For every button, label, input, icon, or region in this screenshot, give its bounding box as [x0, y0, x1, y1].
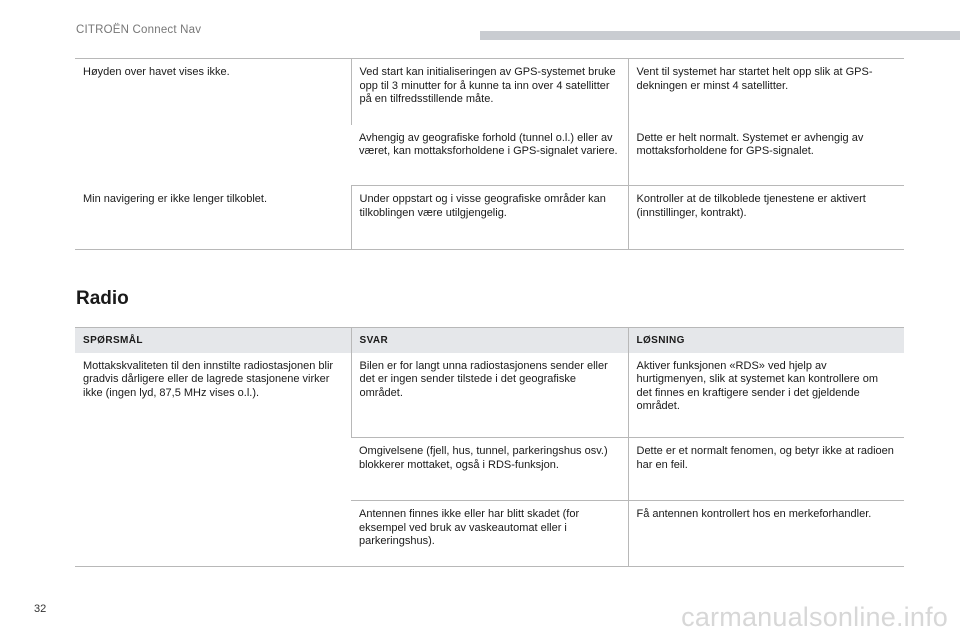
section-title: Radio — [76, 288, 129, 309]
header-bar — [480, 31, 960, 40]
answer-cell: Omgivelsene (fjell, hus, tunnel, parkeringshus osv.) blokkerer mottaket, også i RDS-funksjon. — [351, 438, 628, 501]
column-header-solution: LØSNING — [628, 328, 904, 353]
answer-cell: Ved start kan initialiseringen av GPS-systemet bruke opp til 3 minutter for å kunne ta inn over 4 satellitter på en tilfredsstillende måte. — [351, 59, 628, 125]
table-row — [75, 186, 904, 250]
table-row — [75, 59, 904, 125]
solution-cell: Få antennen kontrollert hos en merkeforhandler. — [628, 501, 904, 567]
answer-cell: Bilen er for langt unna radiostasjonens sender eller det er ingen sender tilstede i det geografiske området. — [351, 353, 628, 438]
watermark: carmanualsonline.info — [681, 602, 948, 632]
solution-cell: Kontroller at de tilkoblede tjenestene er aktivert (innstillinger, kontrakt). — [628, 186, 904, 250]
column-header-question: SPØRSMÅL — [75, 328, 351, 353]
radio-faq-table — [75, 327, 904, 567]
page-number: 32 — [34, 603, 47, 615]
answer-cell: Avhengig av geografiske forhold (tunnel o.l.) eller av været, kan mottaksforholdene i GPS-signalet variere. — [351, 125, 628, 186]
question-cell: Mottakskvaliteten til den innstilte radiostasjonen blir gradvis dårligere eller de lagrede stasjonene virker ikke (ingen lyd, 87,5 MHz vises o.l.). — [75, 353, 351, 567]
gps-faq-table — [75, 58, 904, 250]
solution-cell: Aktiver funksjonen «RDS» ved hjelp av hurtigmenyen, slik at systemet kan kontrollere om det finnes en kraftigere sender i det gjeldende området. — [628, 353, 904, 438]
solution-cell: Dette er helt normalt. Systemet er avhengig av mottaksforholdene for GPS-signalet. — [628, 125, 904, 186]
answer-cell: Antennen finnes ikke eller har blitt skadet (for eksempel ved bruk av vaskeautomat eller i parkeringshus). — [359, 508, 580, 547]
table-row — [75, 353, 904, 438]
running-header: CITROËN Connect Nav — [76, 24, 202, 36]
table-header-row — [75, 328, 904, 353]
question-cell: Min navigering er ikke lenger tilkoblet. — [75, 186, 351, 250]
question-cell: Høyden over havet vises ikke. — [83, 66, 230, 78]
column-header-answer: SVAR — [351, 328, 628, 353]
solution-cell: Dette er et normalt fenomen, og betyr ikke at radioen har en feil. — [628, 438, 904, 501]
solution-cell: Vent til systemet har startet helt opp slik at GPS-dekningen er minst 4 satellitter. — [628, 59, 904, 125]
answer-cell: Under oppstart og i visse geografiske områder kan tilkoblingen være utilgjengelig. — [351, 186, 628, 250]
